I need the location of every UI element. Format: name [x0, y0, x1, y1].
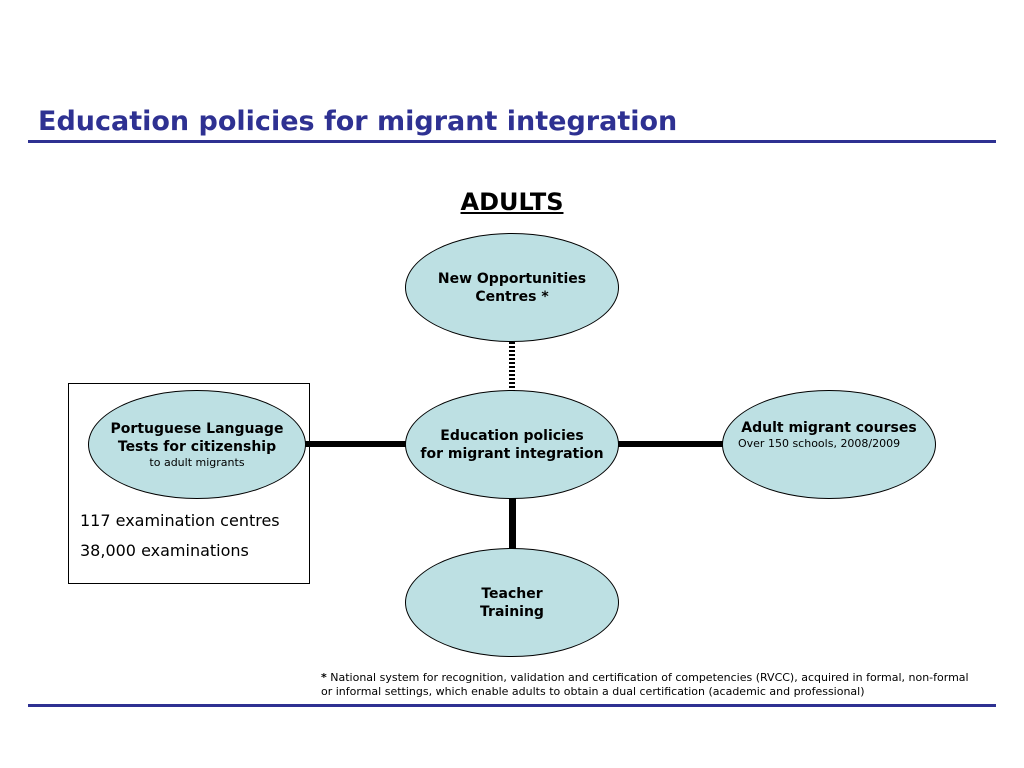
- node-language-tests-line1: Portuguese Language: [110, 420, 284, 437]
- stat-examination-centres: 117 examination centres: [80, 511, 280, 530]
- node-new-opportunities: [405, 233, 619, 342]
- footnote-marker: *: [321, 671, 327, 684]
- stat-examinations: 38,000 examinations: [80, 541, 249, 560]
- node-center-line1: Education policies: [440, 427, 584, 444]
- connector-top-dotted: [509, 338, 515, 392]
- node-language-tests: [88, 390, 306, 499]
- node-teacher-training-line1: Teacher: [481, 585, 543, 602]
- title-divider: [28, 140, 996, 143]
- node-center: [405, 390, 619, 499]
- node-adult-courses: [722, 390, 936, 499]
- footnote: [321, 671, 981, 699]
- slide-title: Education policies for migrant integration: [38, 106, 678, 137]
- node-new-opportunities-line1: New Opportunities: [437, 270, 587, 287]
- node-adult-courses-sub: Over 150 schools, 2008/2009: [738, 437, 901, 450]
- node-language-tests-sub: to adult migrants: [149, 455, 245, 469]
- section-heading: ADULTS: [460, 188, 564, 216]
- footer-divider: [28, 704, 996, 707]
- node-adult-courses-line1: Adult migrant courses: [741, 420, 917, 436]
- connector-left: [300, 441, 410, 447]
- node-teacher-training-line2: Training: [480, 603, 544, 620]
- node-new-opportunities-line2: Centres *: [475, 288, 549, 305]
- footnote-text: National system for recognition, validation and certification of competencies (RVCC), acquired in formal, non-formal or informal settings, which enable adults to obtain a dual certification (academic and professional): [321, 671, 969, 698]
- node-center-line2: for migrant integration: [420, 445, 604, 462]
- node-language-tests-line2: Tests for citizenship: [117, 438, 277, 455]
- connector-right: [614, 441, 726, 447]
- connector-bottom: [509, 494, 516, 550]
- node-teacher-training: [405, 548, 619, 657]
